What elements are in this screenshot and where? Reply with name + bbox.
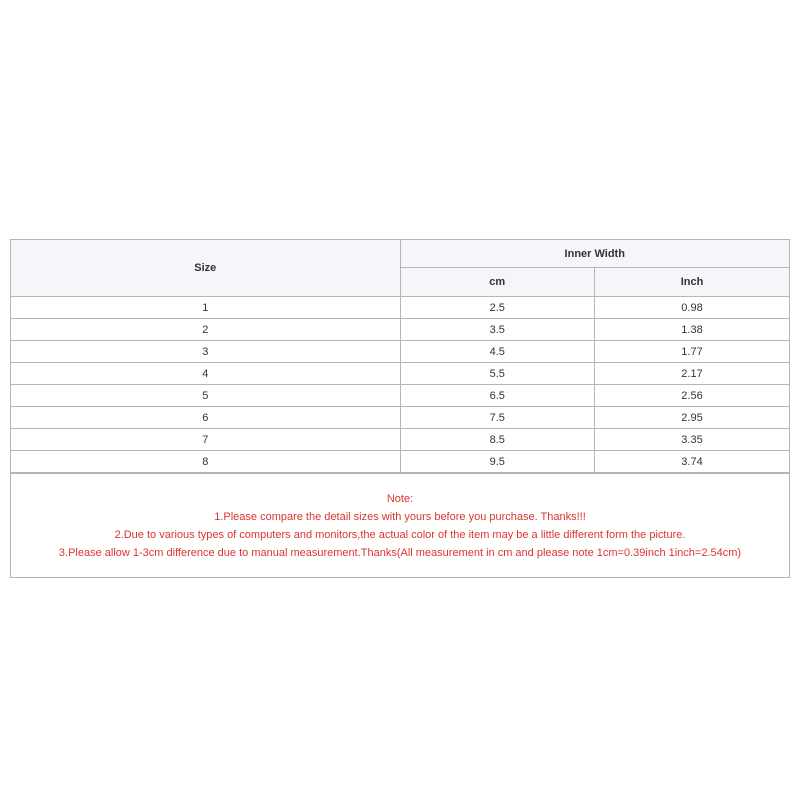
inch-header: Inch xyxy=(595,268,790,297)
header-row xyxy=(11,240,789,268)
note-title: Note: xyxy=(386,493,414,505)
table-row xyxy=(11,385,789,407)
table-row xyxy=(11,341,789,363)
size-cell: 1 xyxy=(11,297,400,319)
inch-cell: 3.35 xyxy=(595,429,790,451)
cm-header: cm xyxy=(400,268,595,297)
table-row xyxy=(11,407,789,429)
size-cell: 5 xyxy=(11,385,400,407)
cm-cell: 8.5 xyxy=(400,429,595,451)
size-header: Size xyxy=(11,240,400,297)
cm-cell: 9.5 xyxy=(400,451,595,473)
size-cell: 2 xyxy=(11,319,400,341)
inch-cell: 3.74 xyxy=(595,451,790,473)
inch-cell: 1.77 xyxy=(595,341,790,363)
note-block xyxy=(11,473,789,577)
table-body xyxy=(11,297,789,473)
table-row xyxy=(11,363,789,385)
size-table xyxy=(11,240,789,473)
table-row xyxy=(11,297,789,319)
note-line-2: 2.Due to various types of computers and monitors,the actual color of the item may be a little different form the picture. xyxy=(114,529,686,541)
inch-cell: 0.98 xyxy=(595,297,790,319)
cm-cell: 3.5 xyxy=(400,319,595,341)
table-row xyxy=(11,429,789,451)
table-row xyxy=(11,319,789,341)
size-cell: 4 xyxy=(11,363,400,385)
cm-cell: 6.5 xyxy=(400,385,595,407)
size-cell: 3 xyxy=(11,341,400,363)
cm-cell: 5.5 xyxy=(400,363,595,385)
cm-cell: 2.5 xyxy=(400,297,595,319)
inch-cell: 2.17 xyxy=(595,363,790,385)
inch-cell: 2.56 xyxy=(595,385,790,407)
size-cell: 8 xyxy=(11,451,400,473)
table-row xyxy=(11,451,789,473)
inch-cell: 2.95 xyxy=(595,407,790,429)
size-cell: 6 xyxy=(11,407,400,429)
cm-cell: 7.5 xyxy=(400,407,595,429)
inch-cell: 1.38 xyxy=(595,319,790,341)
size-chart xyxy=(10,239,790,578)
inner-width-header: Inner Width xyxy=(400,240,789,268)
size-cell: 7 xyxy=(11,429,400,451)
note-line-3: 3.Please allow 1-3cm difference due to manual measurement.Thanks(All measurement in cm and please note 1cm=0.39inch 1inch=2.54cm) xyxy=(58,547,742,559)
cm-cell: 4.5 xyxy=(400,341,595,363)
note-line-1: 1.Please compare the detail sizes with yours before you purchase. Thanks!!! xyxy=(214,511,586,523)
